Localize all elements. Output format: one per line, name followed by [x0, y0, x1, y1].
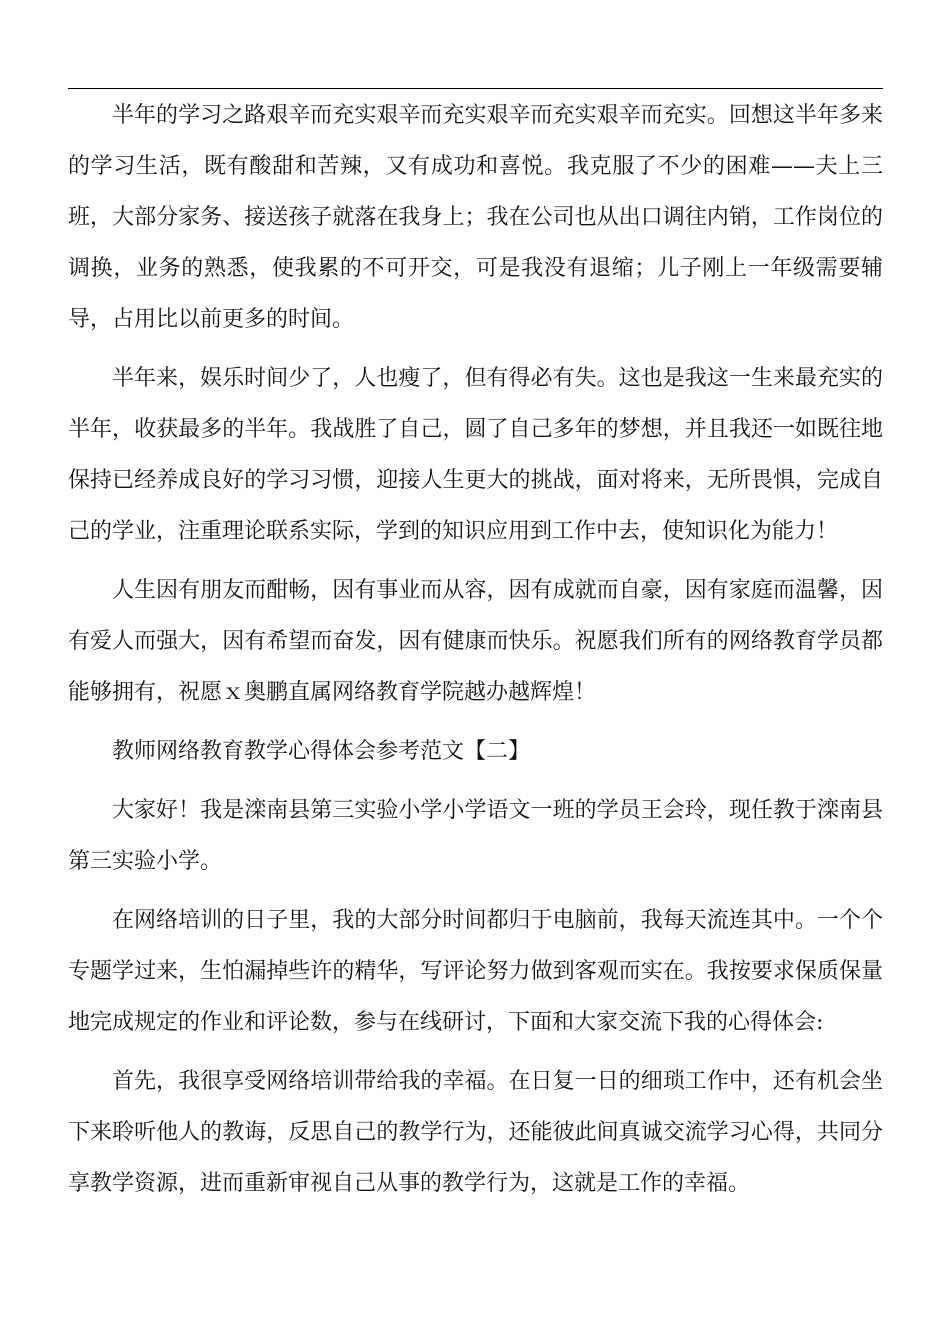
paragraph-6: 在网络培训的日子里，我的大部分时间都归于电脑前，我每天流连其中。一个个专题学过来，生怕漏掉些许的精华，写评论努力做到客观而实在。我按要求保质保量地完成规定的作业和评论数，参与在线研讨，下面和大家交流下我的心得体会:	[68, 908, 883, 1035]
paragraph-7: 首先，我很享受网络培训带给我的幸福。在日复一日的细琐工作中，还有机会坐下来聆听他人的教诲，反思自己的教学行为，还能彼此间真诚交流学习心得，共同分享教学资源，进而重新审视自己从事的教学行为，这就是工作的幸福。	[68, 1069, 883, 1196]
paragraph-3: 人生因有朋友而酣畅，因有事业而从容，因有成就而自豪，因有家庭而温馨，因有爱人而强大，因有希望而奋发，因有健康而快乐。祝愿我们所有的网络教育学员都能够拥有，祝愿ｘ奥鹏直属网络教育学院越办越辉煌！	[68, 578, 883, 705]
paragraph-2: 半年来，娱乐时间少了，人也瘦了，但有得必有失。这也是我这一生来最充实的半年，收获最多的半年。我战胜了自己，圆了自己多年的梦想，并且我还一如既往地保持已经养成良好的学习习惯，迎接人生更大的挑战，面对将来，无所畏惧，完成自己的学业，注重理论联系实际，学到的知识应用到工作中去，使知识化为能力！	[68, 366, 883, 544]
paragraph-5: 大家好！我是滦南县第三实验小学小学语文一班的学员王会玲，现任教于滦南县第三实验小学。	[68, 798, 883, 874]
paragraph-1: 半年的学习之路艰辛而充实艰辛而充实艰辛而充实艰辛而充实。回想这半年多来的学习生活，既有酸甜和苦辣，又有成功和喜悦。我克服了不少的困难——夫上三班，大部分家务、接送孩子就落在我身上；我在公司也从出口调往内销，工作岗位的调换，业务的熟悉，使我累的不可开交，可是我没有退缩；儿子刚上一年级需要辅导，占用比以前更多的时间。	[68, 103, 883, 332]
header-rule	[68, 88, 883, 89]
document-body	[68, 90, 883, 1209]
section-heading: 教师网络教育教学心得体会参考范文【二】	[112, 739, 531, 764]
